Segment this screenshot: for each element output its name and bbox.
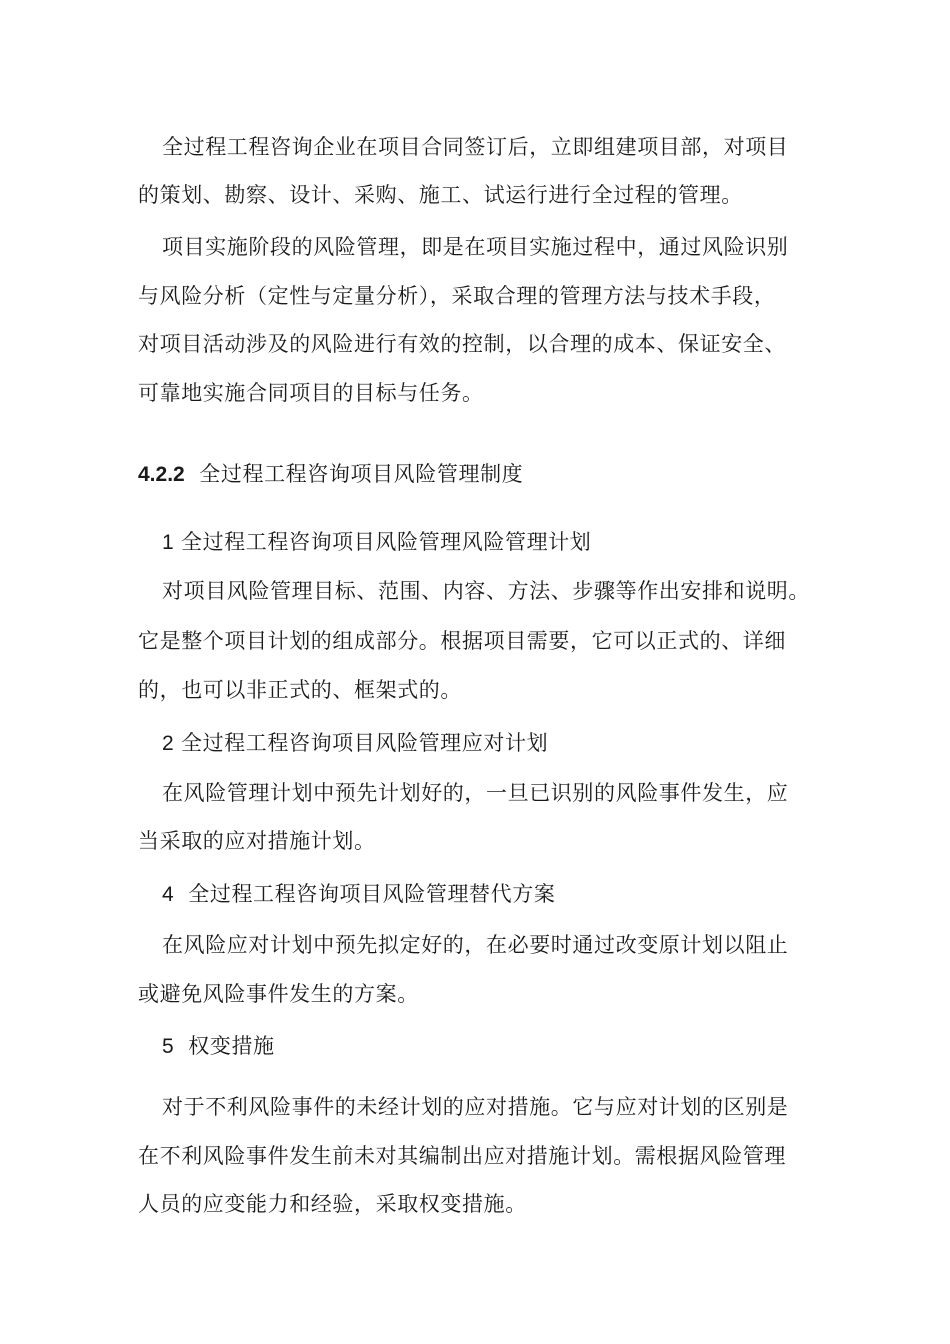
item-1-heading [162, 528, 591, 557]
paragraph-2-line-2: 与风险分析（定性与定量分析），采取合理的管理方法与技术手段， [138, 284, 776, 308]
item-5-line-3: 人员的应变能力和经验，采取权变措施。 [138, 1192, 527, 1216]
item-4-number: 4 [162, 883, 174, 906]
item-1-line-1: 对项目风险管理目标、范围、内容、方法、步骤等作出安排和说明。 [162, 579, 810, 603]
paragraph-1-line-1: 全过程工程咨询企业在项目合同签订后，立即组建项目部，对项目 [162, 135, 789, 159]
paragraph-2-line-3: 对项目活动涉及的风险进行有效的控制，以合理的成本、保证安全、 [138, 332, 786, 356]
item-1-line-2: 它是整个项目计划的组成部分。根据项目需要，它可以正式的、详细 [138, 629, 786, 653]
section-number: 4.2.2 [138, 463, 185, 486]
item-4-heading [162, 880, 555, 909]
paragraph-2-line-4: 可靠地实施合同项目的目标与任务。 [138, 381, 484, 405]
item-5-number: 5 [162, 1035, 174, 1058]
item-1-number: 1 [162, 531, 174, 554]
item-2-line-1: 在风险管理计划中预先计划好的，一旦已识别的风险事件发生，应 [162, 781, 789, 805]
section-heading [138, 460, 523, 489]
item-5-heading [162, 1032, 275, 1061]
item-5-line-2: 在不利风险事件发生前未对其编制出应对措施计划。需根据风险管理 [138, 1144, 786, 1168]
item-4-line-2: 或避免风险事件发生的方案。 [138, 982, 419, 1006]
item-2-heading [162, 729, 548, 758]
item-4-title: 全过程工程咨询项目风险管理替代方案 [188, 882, 556, 906]
section-title: 全过程工程咨询项目风险管理制度 [199, 462, 524, 486]
item-1-title: 全过程工程咨询项目风险管理风险管理计划 [180, 530, 592, 554]
item-2-title: 全过程工程咨询项目风险管理应对计划 [180, 731, 549, 755]
item-5-line-1: 对于不利风险事件的未经计划的应对措施。它与应对计划的区别是 [162, 1095, 789, 1119]
item-2-line-2: 当采取的应对措施计划。 [138, 829, 376, 853]
paragraph-1-line-2: 的策划、勘察、设计、采购、施工、试运行进行全过程的管理。 [138, 183, 743, 207]
item-2-number: 2 [162, 732, 174, 755]
item-4-line-1: 在风险应对计划中预先拟定好的，在必要时通过改变原计划以阻止 [162, 933, 789, 957]
paragraph-2-line-1: 项目实施阶段的风险管理，即是在项目实施过程中，通过风险识别 [162, 235, 789, 259]
item-5-title: 权变措施 [188, 1034, 275, 1058]
item-1-line-3: 的，也可以非正式的、框架式的。 [138, 678, 462, 702]
